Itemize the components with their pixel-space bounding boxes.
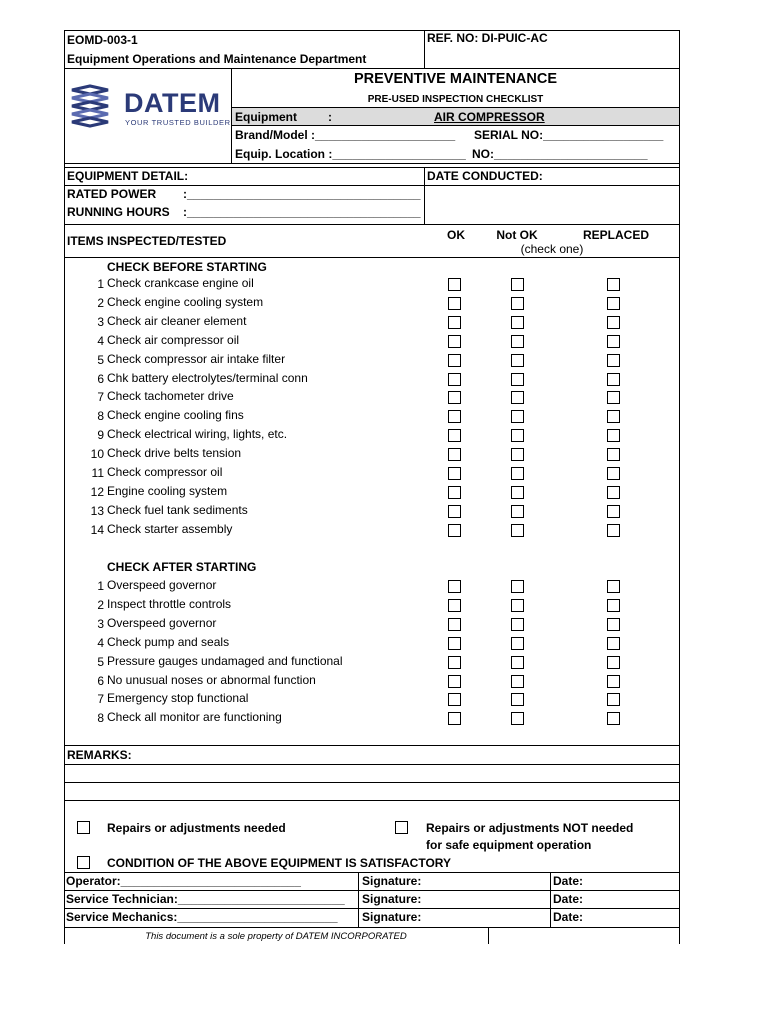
before-item-number: 6: [97, 371, 104, 386]
after-not-ok-checkbox[interactable]: [511, 675, 524, 688]
before-not-ok-checkbox[interactable]: [511, 373, 524, 386]
safe-operation-label: for safe equipment operation: [426, 838, 592, 852]
after-item-label: Emergency stop functional: [107, 691, 249, 706]
repairs-not-needed-label: Repairs or adjustments NOT needed: [426, 821, 634, 835]
technician-field[interactable]: Service Technician:_________________________: [66, 892, 345, 906]
after-item-label: Check pump and seals: [107, 634, 230, 649]
before-item-label: Engine cooling system: [107, 483, 228, 498]
after-replaced-checkbox[interactable]: [607, 618, 620, 631]
before-item-number: 2: [97, 295, 104, 310]
col-not-ok: Not OK: [496, 228, 538, 242]
after-not-ok-checkbox[interactable]: [511, 637, 524, 650]
before-not-ok-checkbox[interactable]: [511, 391, 524, 404]
remarks-top: [64, 745, 680, 746]
before-item-number: 7: [97, 390, 104, 405]
before-not-ok-checkbox[interactable]: [511, 316, 524, 329]
equipment-row-bottom: [231, 125, 680, 126]
after-item-number: 7: [97, 692, 104, 707]
after-not-ok-checkbox[interactable]: [511, 712, 524, 725]
after-ok-checkbox[interactable]: [448, 656, 461, 669]
after-item-number: 4: [97, 635, 104, 650]
before-replaced-checkbox[interactable]: [607, 505, 620, 518]
after-replaced-checkbox[interactable]: [607, 637, 620, 650]
remarks-label: REMARKS:: [67, 748, 132, 762]
before-item-number: 9: [97, 428, 104, 443]
mechanics-signature[interactable]: Signature:: [362, 910, 422, 924]
technician-date[interactable]: Date:: [553, 892, 584, 906]
before-replaced-checkbox[interactable]: [607, 278, 620, 291]
before-replaced-checkbox[interactable]: [607, 354, 620, 367]
details-top: [64, 167, 680, 168]
before-ok-checkbox[interactable]: [448, 354, 461, 367]
before-item-number: 10: [90, 447, 104, 462]
after-ok-checkbox[interactable]: [448, 580, 461, 593]
serial-no-field[interactable]: SERIAL NO:__________________: [474, 128, 664, 142]
remarks-line-3[interactable]: [64, 800, 680, 801]
running-hours-field[interactable]: :___________________________________: [183, 205, 421, 219]
operator-field[interactable]: Operator:___________________________: [66, 874, 301, 888]
form-subtitle: PRE-USED INSPECTION CHECKLIST: [367, 94, 544, 105]
after-ok-checkbox[interactable]: [448, 693, 461, 706]
before-not-ok-checkbox[interactable]: [511, 467, 524, 480]
after-item-label: Pressure gauges undamaged and functional: [107, 653, 343, 668]
before-ok-checkbox[interactable]: [448, 410, 461, 423]
header-bottom: [64, 163, 680, 164]
before-replaced-checkbox[interactable]: [607, 410, 620, 423]
after-replaced-checkbox[interactable]: [607, 675, 620, 688]
logo-name: DATEM: [124, 88, 221, 118]
col-ok: OK: [447, 228, 465, 242]
before-ok-checkbox[interactable]: [448, 486, 461, 499]
before-item-label: Check air cleaner element: [107, 313, 247, 328]
details-line: [64, 185, 680, 186]
date-conducted-label[interactable]: DATE CONDUCTED:: [427, 169, 543, 183]
mechanics-date[interactable]: Date:: [553, 910, 584, 924]
before-item-number: 8: [97, 409, 104, 424]
equipment-row-top: [231, 107, 680, 108]
before-item-number: 1: [97, 277, 104, 291]
equipment-detail-label: EQUIPMENT DETAIL:: [67, 169, 189, 183]
before-replaced-checkbox[interactable]: [607, 297, 620, 310]
header-divider: [64, 68, 680, 69]
before-replaced-checkbox[interactable]: [607, 448, 620, 461]
before-replaced-checkbox[interactable]: [607, 335, 620, 348]
before-replaced-checkbox[interactable]: [607, 486, 620, 499]
before-ok-checkbox[interactable]: [448, 297, 461, 310]
before-item-label: Check engine cooling system: [107, 294, 264, 309]
before-ok-checkbox[interactable]: [448, 335, 461, 348]
before-item-number: 12: [90, 484, 104, 499]
before-replaced-checkbox[interactable]: [607, 429, 620, 442]
remarks-line-2[interactable]: [64, 782, 680, 783]
before-ok-checkbox[interactable]: [448, 373, 461, 386]
after-not-ok-checkbox[interactable]: [511, 656, 524, 669]
after-item-number: 6: [97, 673, 104, 688]
border-top: [64, 30, 680, 31]
after-replaced-checkbox[interactable]: [607, 599, 620, 612]
after-item-label: Overspeed governor: [107, 578, 217, 592]
technician-signature[interactable]: Signature:: [362, 892, 422, 906]
before-item-label: Chk battery electrolytes/terminal conn: [107, 370, 308, 385]
col-replaced: REPLACED: [582, 228, 649, 242]
before-item-number: 5: [97, 352, 104, 367]
after-replaced-checkbox[interactable]: [607, 712, 620, 725]
before-not-ok-checkbox[interactable]: [511, 278, 524, 291]
before-replaced-checkbox[interactable]: [607, 391, 620, 404]
before-ok-checkbox[interactable]: [448, 467, 461, 480]
table-header-bottom: [64, 257, 680, 258]
before-item-label: Check compressor air intake filter: [107, 351, 286, 366]
after-item-label: Overspeed governor: [107, 615, 217, 630]
repairs-not-needed-checkbox[interactable]: [395, 821, 408, 834]
after-item-label: Check all monitor are functioning: [107, 710, 282, 725]
footer-divider: [488, 927, 489, 944]
before-not-ok-checkbox[interactable]: [511, 448, 524, 461]
after-not-ok-checkbox[interactable]: [511, 599, 524, 612]
items-header: ITEMS INSPECTED/TESTED: [67, 234, 227, 248]
running-hours-label: RUNNING HOURS: [67, 205, 170, 219]
after-item-label: Inspect throttle controls: [107, 596, 232, 611]
after-ok-checkbox[interactable]: [448, 712, 461, 725]
before-replaced-checkbox[interactable]: [607, 373, 620, 386]
after-section-title: CHECK AFTER STARTING: [107, 560, 257, 574]
before-not-ok-checkbox[interactable]: [511, 505, 524, 518]
after-item-number: 2: [97, 597, 104, 612]
satisfactory-label: CONDITION OF THE ABOVE EQUIPMENT IS SATISFACTORY: [107, 856, 452, 870]
after-ok-checkbox[interactable]: [448, 618, 461, 631]
after-ok-checkbox[interactable]: [448, 637, 461, 650]
before-item-label: Check starter assembly: [107, 521, 233, 536]
operator-signature[interactable]: Signature:: [362, 874, 422, 888]
before-not-ok-checkbox[interactable]: [511, 354, 524, 367]
doc-code: EOMD-003-1: [67, 33, 138, 47]
before-not-ok-checkbox[interactable]: [511, 524, 524, 537]
after-item-number: 3: [97, 616, 104, 631]
after-replaced-checkbox[interactable]: [607, 580, 620, 593]
after-replaced-checkbox[interactable]: [607, 656, 620, 669]
after-item-label: No unusual noses or abnormal function: [107, 672, 316, 687]
footer-note: This document is a sole property of DATEM INCORPORATED: [145, 931, 407, 942]
mechanics-field[interactable]: Service Mechanics:________________________: [66, 910, 338, 924]
before-item-number: 4: [97, 333, 104, 348]
repairs-needed-checkbox[interactable]: [77, 821, 90, 834]
details-divider: [424, 167, 425, 224]
before-not-ok-checkbox[interactable]: [511, 335, 524, 348]
before-replaced-checkbox[interactable]: [607, 316, 620, 329]
rated-power-label: RATED POWER: [67, 187, 157, 201]
after-item-number: 5: [97, 654, 104, 669]
department-name: Equipment Operations and Maintenance Department: [67, 52, 367, 66]
datem-logo-mark-icon: [68, 84, 116, 134]
before-replaced-checkbox[interactable]: [607, 524, 620, 537]
before-item-label: Check drive belts tension: [107, 446, 242, 461]
signature-row-line-1: [64, 890, 680, 891]
signature-divider: [358, 872, 359, 927]
signatures-bottom: [64, 927, 680, 928]
repairs-needed-label: Repairs or adjustments needed: [107, 821, 286, 835]
before-item-label: Check air compressor oil: [107, 332, 240, 347]
after-not-ok-checkbox[interactable]: [511, 580, 524, 593]
operator-date[interactable]: Date:: [553, 874, 584, 888]
before-item-number: 11: [91, 466, 104, 480]
before-section-title: CHECK BEFORE STARTING: [107, 260, 267, 274]
before-item-label: Check engine cooling fins: [107, 408, 244, 423]
rated-power-field[interactable]: :___________________________________: [183, 187, 421, 201]
signatures-top: [64, 872, 680, 873]
before-ok-checkbox[interactable]: [448, 448, 461, 461]
after-not-ok-checkbox[interactable]: [511, 618, 524, 631]
logo-tagline: YOUR TRUSTED BUILDER: [125, 118, 231, 127]
before-item-label: Check electrical wiring, lights, etc.: [107, 427, 288, 442]
date-divider: [550, 872, 551, 927]
ref-divider: [424, 30, 425, 68]
before-ok-checkbox[interactable]: [448, 505, 461, 518]
before-item-label: Check compressor oil: [107, 465, 223, 479]
before-ok-checkbox[interactable]: [448, 316, 461, 329]
datem-logo: [68, 84, 231, 136]
after-replaced-checkbox[interactable]: [607, 693, 620, 706]
satisfactory-checkbox[interactable]: [77, 856, 90, 869]
before-item-label: Check crankcase engine oil: [107, 276, 254, 290]
after-ok-checkbox[interactable]: [448, 599, 461, 612]
before-not-ok-checkbox[interactable]: [511, 429, 524, 442]
equipment-value: AIR COMPRESSOR: [434, 110, 545, 124]
before-item-number: 3: [97, 314, 104, 329]
after-ok-checkbox[interactable]: [448, 675, 461, 688]
location-field[interactable]: Equip. Location :____________________: [235, 147, 466, 161]
after-not-ok-checkbox[interactable]: [511, 693, 524, 706]
equipment-colon: :: [328, 110, 332, 124]
details-bottom: [64, 224, 680, 225]
before-item-number: 13: [90, 503, 104, 518]
brand-model-field[interactable]: Brand/Model :_____________________: [235, 128, 456, 142]
before-item-number: 14: [90, 522, 104, 537]
check-one-note: (check one): [520, 242, 584, 256]
before-item-label: Check tachometer drive: [107, 389, 234, 404]
form-title: PREVENTIVE MAINTENANCE: [353, 71, 558, 87]
before-ok-checkbox[interactable]: [448, 429, 461, 442]
before-ok-checkbox[interactable]: [448, 524, 461, 537]
before-ok-checkbox[interactable]: [448, 278, 461, 291]
before-not-ok-checkbox[interactable]: [511, 410, 524, 423]
before-not-ok-checkbox[interactable]: [511, 486, 524, 499]
before-item-label: Check fuel tank sediments: [107, 502, 248, 517]
before-replaced-checkbox[interactable]: [607, 467, 620, 480]
before-ok-checkbox[interactable]: [448, 391, 461, 404]
before-not-ok-checkbox[interactable]: [511, 297, 524, 310]
remarks-line-1[interactable]: [64, 764, 680, 765]
no-field[interactable]: NO:_______________________: [472, 147, 648, 161]
after-item-number: 8: [97, 711, 104, 726]
ref-number: REF. NO: DI-PUIC-AC: [427, 31, 548, 45]
after-item-number: 1: [97, 579, 104, 593]
signature-row-line-2: [64, 908, 680, 909]
equipment-label: Equipment: [235, 110, 297, 124]
